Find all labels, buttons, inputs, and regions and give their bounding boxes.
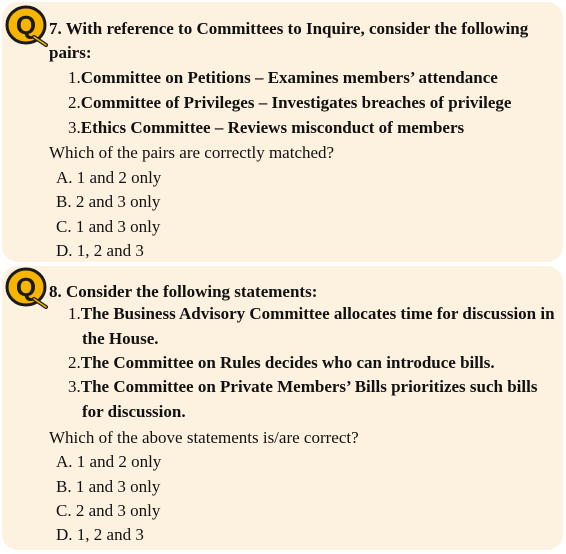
option-a[interactable]: A. 1 and 2 only [56, 168, 162, 187]
statement-item-1-cont: the House. [82, 329, 159, 348]
statement-item-2: 2.The Committee on Rules decides who can introduce bills. [68, 353, 495, 372]
pair-item-2: 2.Committee of Privileges – Investigates breaches of privilege [68, 93, 512, 112]
pair-item-3: 3.Ethics Committee – Reviews misconduct of members [68, 118, 465, 137]
svg-text:Q: Q [15, 272, 37, 302]
option-b[interactable]: B. 1 and 3 only [56, 477, 161, 496]
statement-item-3-cont: for discussion. [82, 402, 186, 421]
option-a[interactable]: A. 1 and 2 only [56, 452, 162, 471]
question-prompt: Which of the above statements is/are correct? [49, 428, 359, 447]
option-d[interactable]: D. 1, 2 and 3 [56, 525, 144, 544]
statement-item-3: 3.The Committee on Private Members’ Bills prioritizes such bills [68, 377, 538, 396]
option-b[interactable]: B. 2 and 3 only [56, 192, 161, 211]
svg-text:Q: Q [15, 10, 37, 40]
statement-item-1: 1.The Business Advisory Committee allocates time for discussion in [68, 304, 555, 323]
question-card-7 [2, 2, 563, 262]
q-badge-icon [4, 266, 50, 310]
option-c[interactable]: C. 2 and 3 only [56, 501, 161, 520]
option-c[interactable]: C. 1 and 3 only [56, 217, 161, 236]
question-title-cont: pairs: [49, 43, 92, 62]
question-title: 7. With reference to Committees to Inquire, consider the following [49, 19, 529, 38]
question-title: 8. Consider the following statements: [49, 282, 318, 301]
question-prompt: Which of the pairs are correctly matched? [49, 143, 335, 162]
q-badge-icon [4, 4, 50, 48]
question-card-8 [2, 266, 563, 550]
option-d[interactable]: D. 1, 2 and 3 [56, 241, 144, 260]
pair-item-1: 1.Committee on Petitions – Examines members’ attendance [68, 68, 498, 87]
